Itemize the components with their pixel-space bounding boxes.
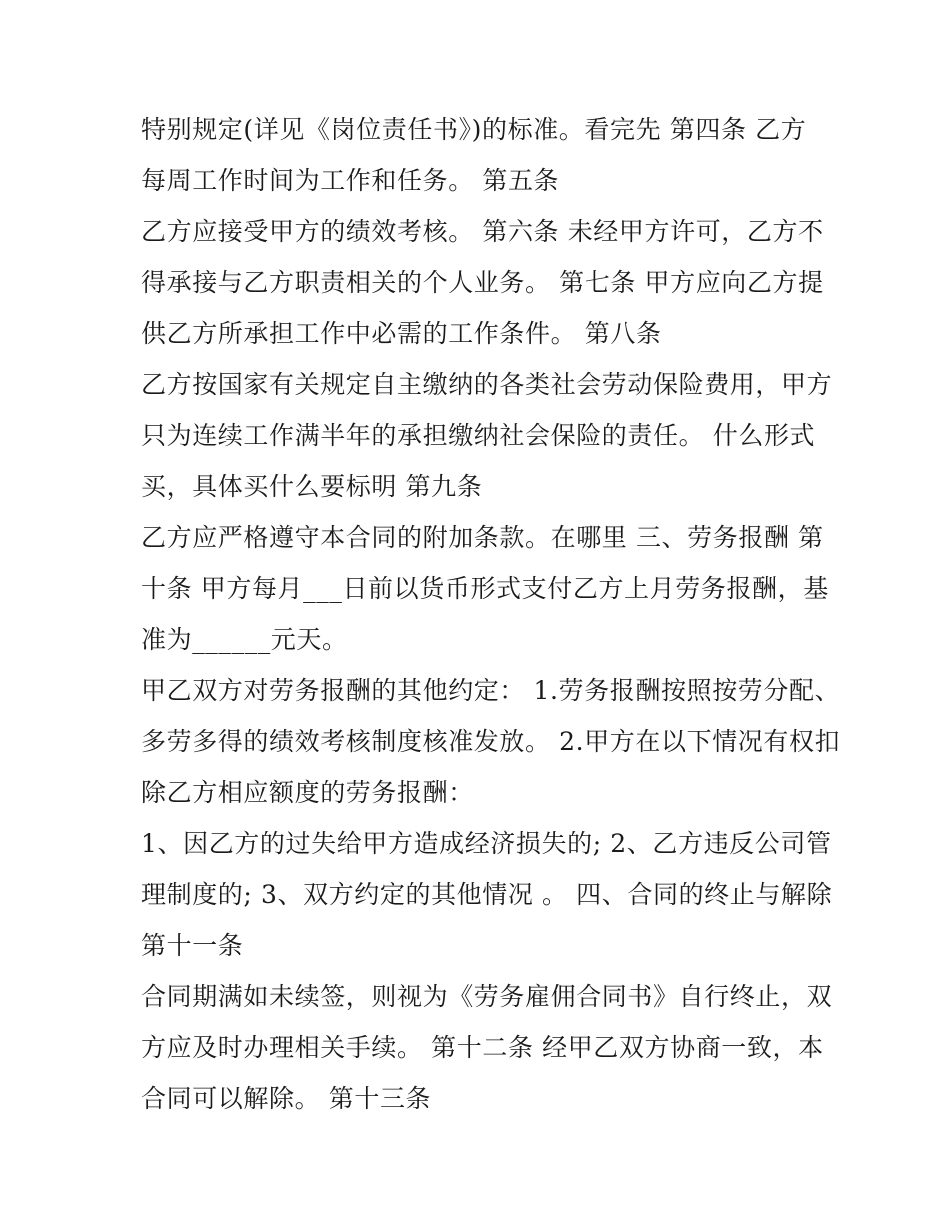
text-line: 合同可以解除。 第十三条 xyxy=(141,1084,432,1113)
text-line: 乙方按国家有关规定自主缴纳的各类社会劳动保险费用，甲方 xyxy=(141,370,833,399)
text-line: 得承接与乙方职责相关的个人业务。 第七条 甲方应向乙方提 xyxy=(141,268,824,297)
text-line: 合同期满如未续签，则视为《劳务雇佣合同书》自行终止，双 xyxy=(141,982,833,1011)
text-line: 十条 甲方每月___日前以货币形式支付乙方上月劳务报酬，基 xyxy=(141,574,829,603)
text-line: 乙方应接受甲方的绩效考核。 第六条 未经甲方许可，乙方不 xyxy=(141,217,824,246)
text-line: 第十一条 xyxy=(141,931,244,960)
text-line: 乙方应严格遵守本合同的附加条款。在哪里 三、劳务报酬 第 xyxy=(141,523,824,552)
text-line: 1、因乙方的过失给甲方造成经济损失的; 2、乙方违反公司管 xyxy=(141,829,832,858)
text-line: 特别规定(详见《岗位责任书》)的标准。看完先 第四条 乙方 xyxy=(141,115,807,144)
text-line: 方应及时办理相关手续。 第十二条 经甲乙双方协商一致，本 xyxy=(141,1033,824,1062)
text-line: 理制度的; 3、双方约定的其他情况 。 四、合同的终止与解除 xyxy=(141,880,833,909)
text-line: 甲乙双方对劳务报酬的其他约定： 1.劳务报酬按照按劳分配、 xyxy=(141,676,841,705)
text-line: 除乙方相应额度的劳务报酬： xyxy=(141,778,474,807)
text-line: 只为连续工作满半年的承担缴纳社会保险的责任。 什么形式 xyxy=(141,421,816,450)
text-line: 准为______元天。 xyxy=(141,625,348,654)
text-line: 供乙方所承担工作中必需的工作条件。 第八条 xyxy=(141,319,662,348)
text-line: 买，具体买什么要标明 第九条 xyxy=(141,472,483,501)
text-line: 每周工作时间为工作和任务。 第五条 xyxy=(141,166,560,195)
text-line: 多劳多得的绩效考核制度核准发放。 2.甲方在以下情况有权扣 xyxy=(141,727,841,756)
document-body xyxy=(141,104,841,1124)
